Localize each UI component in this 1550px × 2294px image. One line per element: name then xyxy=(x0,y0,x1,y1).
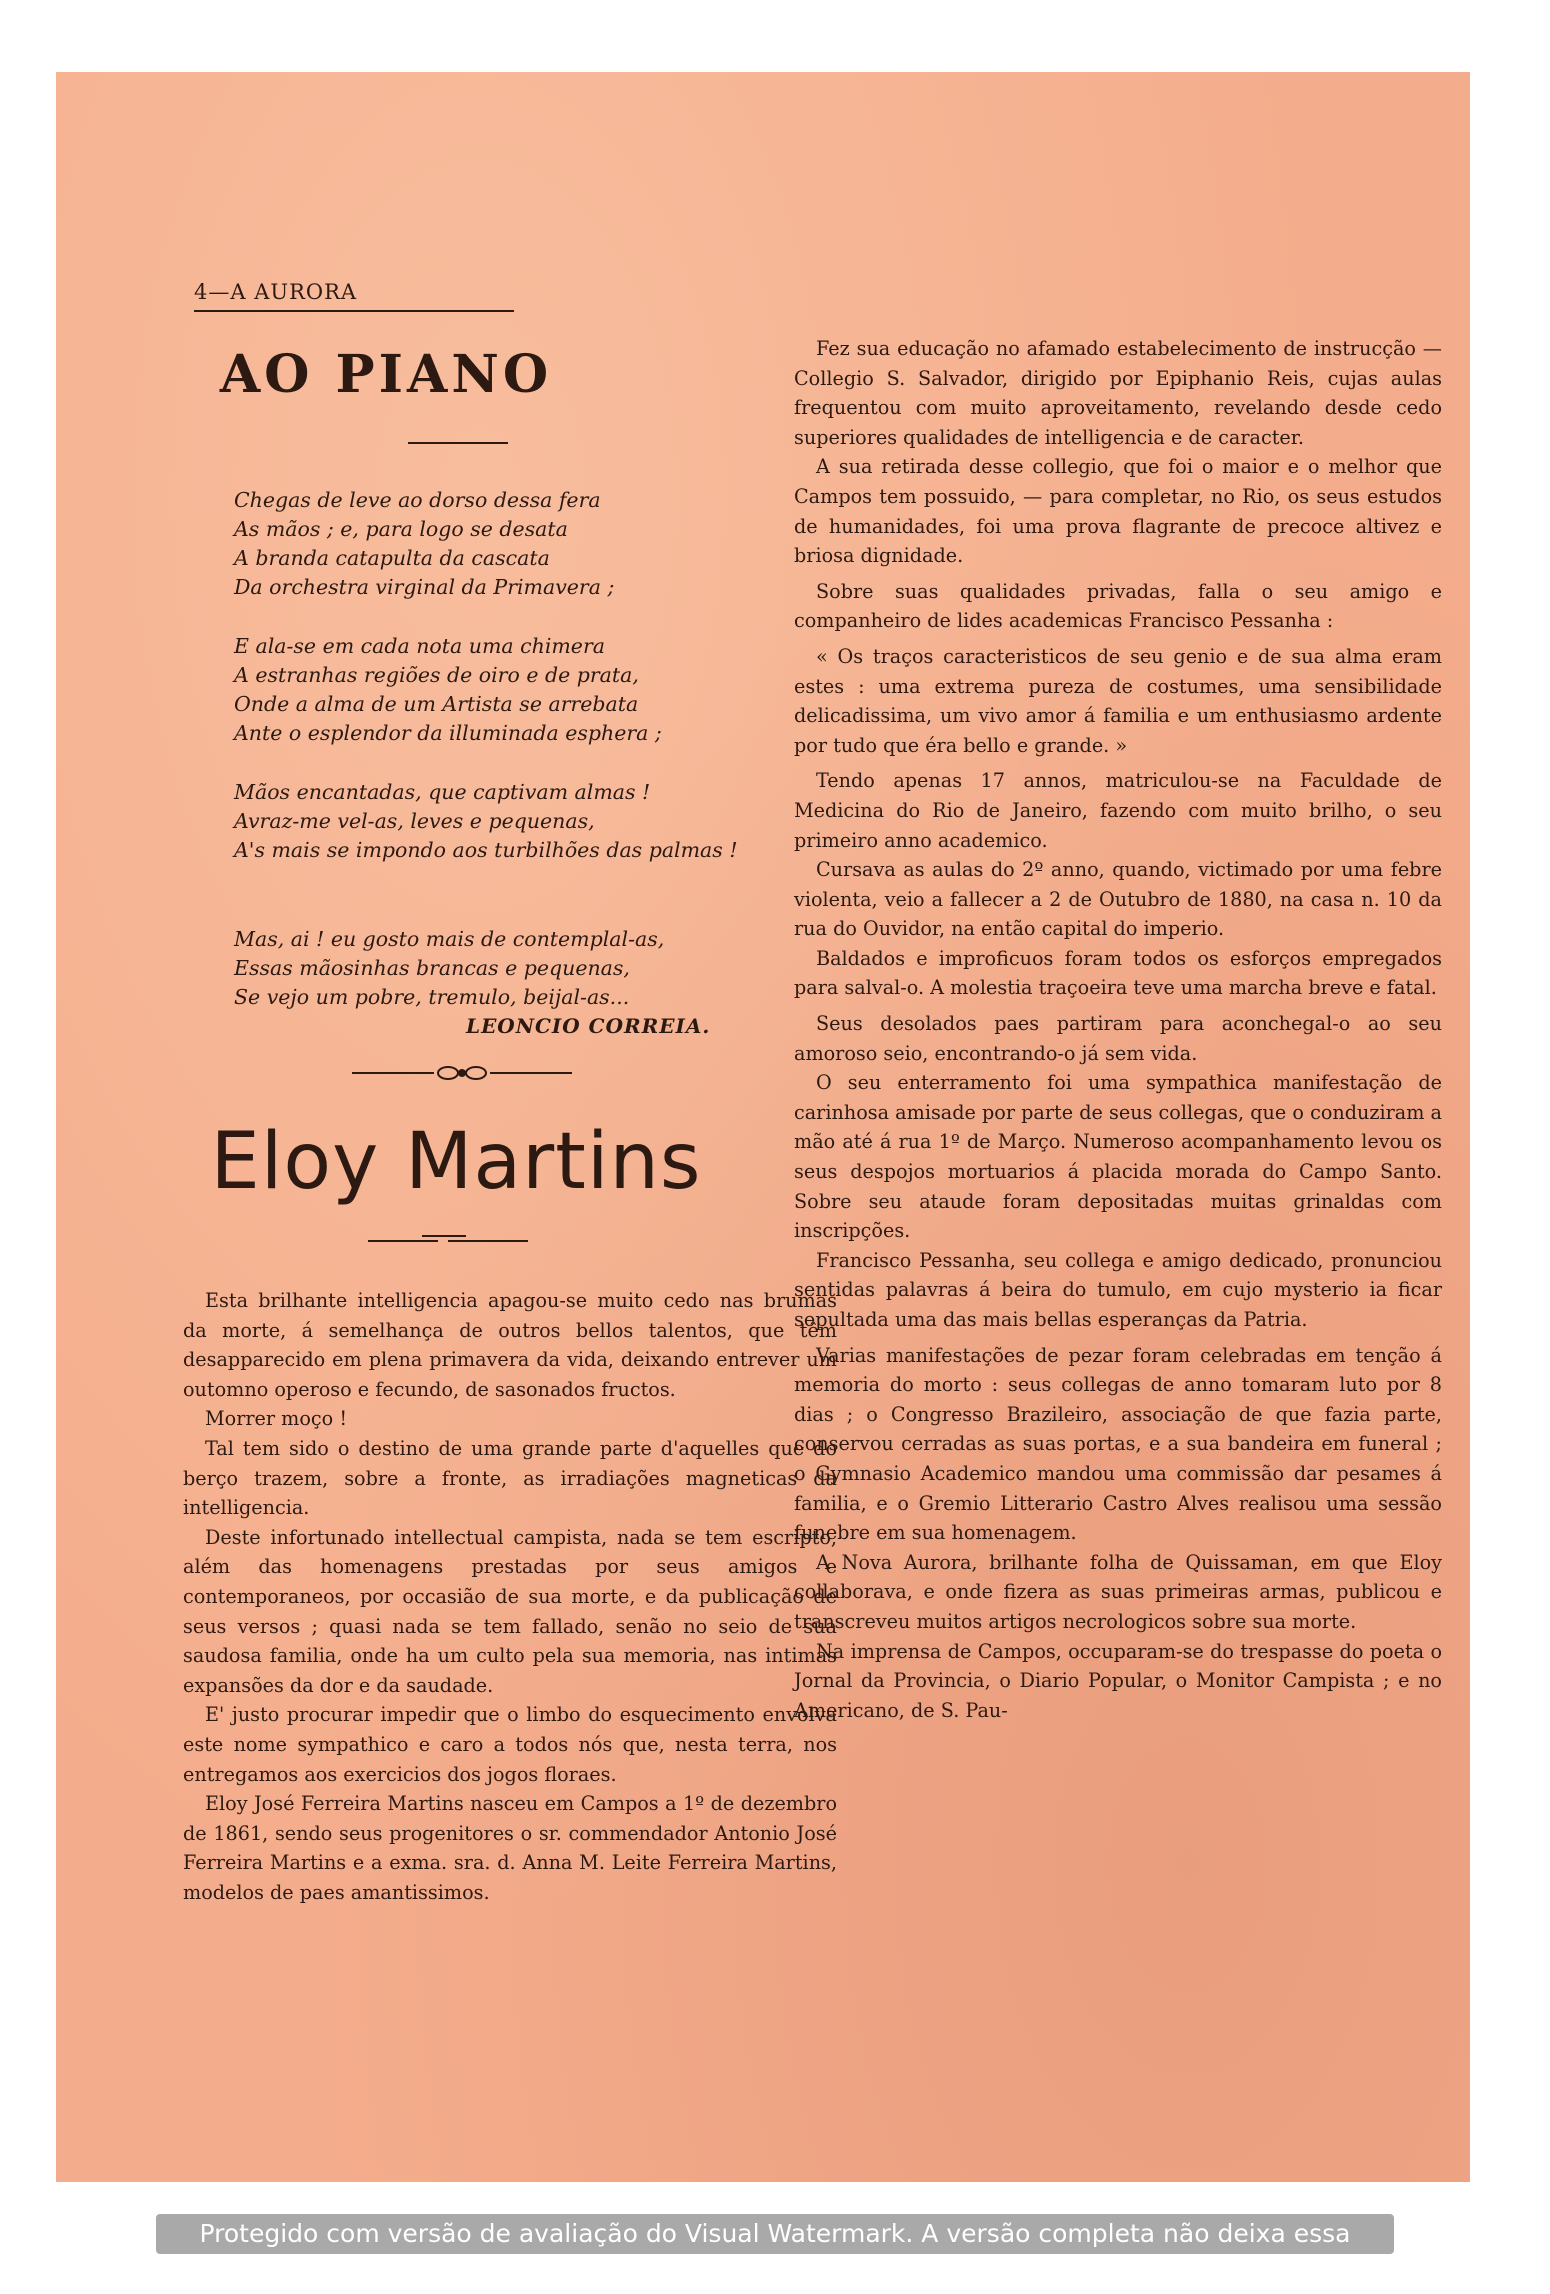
article-paragraph: Sobre suas qualidades privadas, falla o seu amigo e companheiro de lides academicas Francisco Pessanha : xyxy=(794,579,1442,633)
article-paragraph: E' justo procurar impedir que o limbo do esquecimento envolva este nome sympathico e caro a todos nós que, nesta terra, nos entregamos aos exercicios dos jogos floraes. xyxy=(183,1703,837,1786)
poem-stanza: Chegas de leve ao dorso dessa fera As mãos ; e, para logo se desata A branda catapulta da cascata Da orchestra virginal da Primavera ; xyxy=(234,488,615,599)
ornament-divider-icon xyxy=(352,1062,572,1084)
article-paragraph: Francisco Pessanha, seu collega e amigo dedicado, pronunciou sentidas palavras á beira do tumulo, em cujo mysterio ia ficar sepultada uma das mais bellas esperanças da Patria. xyxy=(794,1248,1442,1331)
watermark-banner: Protegido com versão de avaliação do Visual Watermark. A versão completa não deixa essa marca. xyxy=(156,2214,1394,2254)
article-quote: « Os traços caracteristicos de seu genio e de sua alma eram estes : uma extrema pureza de costumes, uma sensibilidade delicadissima, um vivo amor á familia e um enthusiasmo ardente por tudo que éra bello e grande. » xyxy=(794,644,1442,757)
article-paragraph: Tendo apenas 17 annos, matriculou-se na Faculdade de Medicina do Rio de Janeiro, fazendo com muito brilho, o seu primeiro anno academico. xyxy=(794,769,1442,852)
poem-stanza: Mas, ai ! eu gosto mais de contemplal-as, Essas mãosinhas brancas e pequenas, Se vejo um pobre, tremulo, beijal-as... xyxy=(234,927,665,1009)
poem-title-rule xyxy=(408,442,508,444)
poem-author: LEONCIO CORREIA. xyxy=(466,1014,711,1038)
article-paragraph: Tal tem sido o destino de uma grande parte d'aquelles que do berço trazem, sobre a fronte, as irradiações magneticas da intelligencia. xyxy=(183,1436,837,1520)
newspaper-page xyxy=(56,72,1470,2182)
article-paragraph: Seus desolados paes partiram para aconchegal-o ao seu amoroso seio, encontrando-o já sem vida. xyxy=(794,1012,1442,1065)
poem-stanza: E ala-se em cada nota uma chimera A estranhas regiões de oiro e de prata, Onde a alma de um Artista se arrebata Ante o esplendor da illuminada esphera ; xyxy=(234,634,662,745)
article-paragraph: Baldados e improficuos foram todos os esforços empregados para salval-o. A molestia traçoeira teve uma marcha breve e fatal. xyxy=(794,946,1442,1000)
title-rule xyxy=(368,1240,438,1242)
poem-title: AO PIANO xyxy=(219,344,553,405)
article-paragraph: Deste infortunado intellectual campista, nada se tem escripto, além das homenagens prestadas por seus amigos e contemporaneos, por occasião de sua morte, e da publicação de seus versos ; quasi nada se tem fallado, senão no seio de sua saudosa familia, onde ha um culto pela sua memoria, nas intimas expansões da dor e da saudade. xyxy=(183,1525,837,1697)
title-rule xyxy=(422,1235,466,1237)
article-paragraph: Fez sua educação no afamado estabelecimento de instrucção — Collegio S. Salvador, dirigido por Epiphanio Reis, cujas aulas frequentou com muito aproveitamento, revelando desde cedo superiores qualidades de intelligencia e de caracter. xyxy=(794,337,1442,449)
page-header: 4—A AURORA xyxy=(194,280,358,304)
article-paragraph: Eloy José Ferreira Martins nasceu em Campos a 1º de dezembro de 1861, sendo seus progenitores o sr. commendador Antonio José Ferreira Martins e a exma. sra. d. Anna M. Leite Ferreira Martins, modelos de paes amantissimos. xyxy=(183,1792,837,1904)
article-paragraph: Cursava as aulas do 2º anno, quando, victimado por uma febre violenta, veio a fallecer a 2 de Outubro de 1880, na casa n. 10 da rua do Ouvidor, na então capital do imperio. xyxy=(794,858,1442,941)
article-paragraph: Morrer moço ! xyxy=(205,1407,348,1431)
article-paragraph: O seu enterramento foi uma sympathica manifestação de carinhosa amisade por parte de seus collegas, que o conduziram a mão até á rua 1º de Março. Numeroso acompanhamento levou os seus despojos mortuarios á placida morada do Campo Santo. Sobre seu ataude foram depositadas muitas grinaldas com inscripções. xyxy=(794,1071,1442,1243)
article-paragraph: Esta brilhante intelligencia apagou-se muito cedo nas brumas da morte, á semelhança de outros bellos talentos, que têm desapparecido em plena primavera da vida, deixando entrever um outomno operoso e fecundo, de sasonados fructos. xyxy=(183,1289,837,1401)
article-title: Eloy Martins xyxy=(210,1117,702,1207)
title-rule xyxy=(448,1240,528,1242)
header-rule xyxy=(194,310,514,312)
article-paragraph: Na imprensa de Campos, occuparam-se do trespasse do poeta o Jornal da Provincia, o Diario Popular, o Monitor Campista ; e no Americano, de S. Pau- xyxy=(794,1639,1442,1722)
article-paragraph: A sua retirada desse collegio, que foi o maior e o melhor que Campos tem possuido, — para completar, no Rio, os seus estudos de humanidades, foi uma prova flagrante de precoce altivez e briosa dignidade. xyxy=(794,455,1442,568)
article-column-right xyxy=(794,334,1442,1725)
article-paragraph: A Nova Aurora, brilhante folha de Quissaman, em que Eloy collaborava, e onde fizera as suas primeiras armas, publicou e transcreveu muitos artigos necrologicos sobre sua morte. xyxy=(794,1550,1442,1633)
article-column-left xyxy=(183,1286,837,1907)
poem-stanza: Mãos encantadas, que captivam almas ! Avraz-me vel-as, leves e pequenas, A's mais se impondo aos turbilhões das palmas ! xyxy=(234,780,738,862)
article-paragraph: Varias manifestações de pezar foram celebradas em tenção á memoria do morto : seus collegas de anno tomaram luto por 8 dias ; o Congresso Brazileiro, associação de que fazia parte, conservou cerradas as suas portas, e a sua bandeira em funeral ; o Gymnasio Academico mandou uma commissão dar pesames á familia, e o Gremio Litterario Castro Alves realisou uma sessão funebre em sua homenagem. xyxy=(794,1343,1442,1545)
